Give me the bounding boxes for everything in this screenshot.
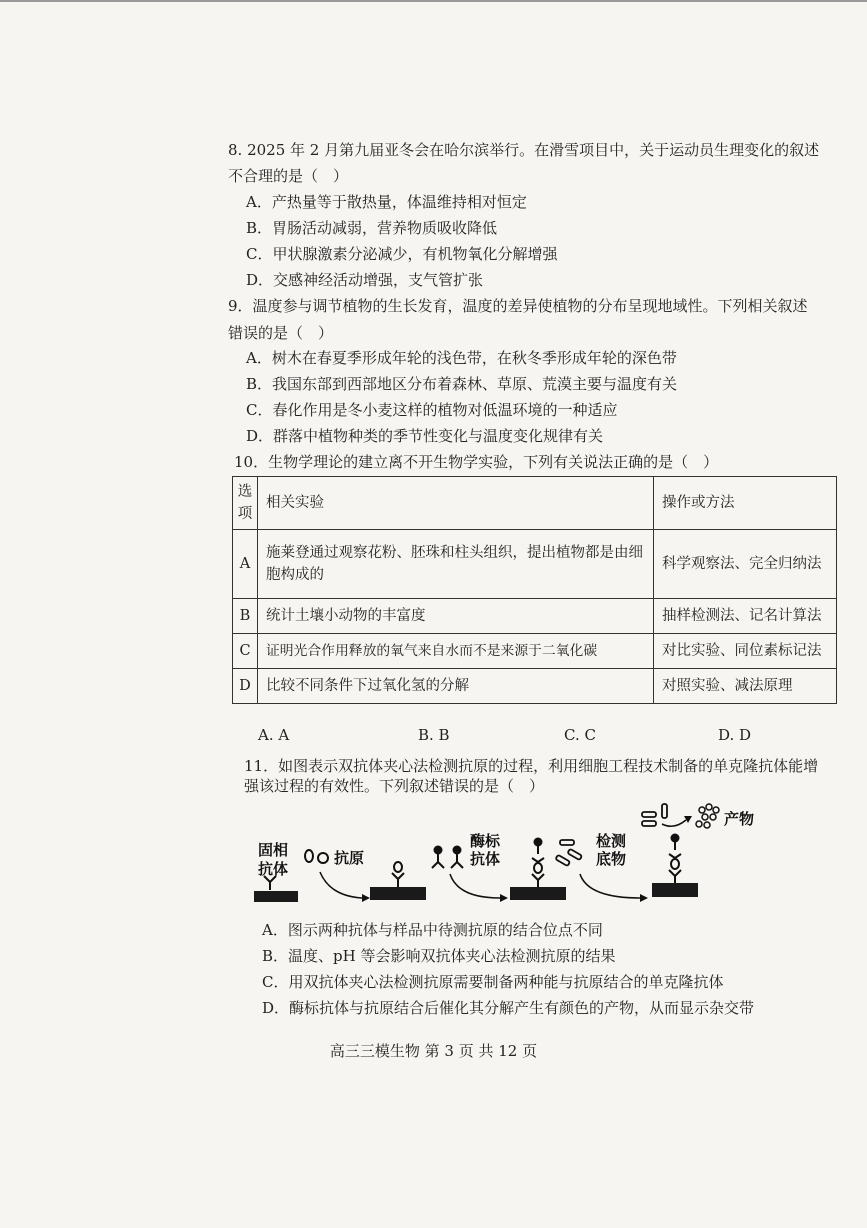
plate-1 bbox=[254, 891, 298, 902]
row-a-option: A bbox=[233, 530, 258, 599]
q10-choice-a: A. A bbox=[258, 726, 290, 744]
q9-option-c: C．春化作用是冬小麦这样的植物对低温环境的一种适应 bbox=[246, 401, 618, 419]
q11-option-c: C．用双抗体夹心法检测抗原需要制备两种能与抗原结合的单克隆抗体 bbox=[262, 973, 724, 991]
header-experiment: 相关实验 bbox=[258, 477, 654, 530]
row-b-option: B bbox=[233, 599, 258, 634]
q9-stem-line-2: 错误的是（ ） bbox=[228, 324, 334, 342]
label-enzyme-antibody-1: 酶标 bbox=[470, 832, 501, 850]
q8-option-d: D．交感神经活动增强，支气管扩张 bbox=[246, 271, 484, 289]
table-row bbox=[233, 599, 837, 634]
plate-4 bbox=[652, 883, 698, 897]
table-row bbox=[233, 669, 837, 704]
q11-stem-line-1: 11．如图表示双抗体夹心法检测抗原的过程，利用细胞工程技术制备的单克隆抗体能增 bbox=[244, 757, 819, 775]
arrow-3 bbox=[580, 874, 640, 898]
q10-choice-d: D. D bbox=[718, 726, 752, 744]
q10-choice-c: C. C bbox=[564, 726, 596, 744]
q11-option-a: A．图示两种抗体与样品中待测抗原的结合位点不同 bbox=[262, 921, 603, 939]
enzyme-dot-2 bbox=[671, 834, 680, 843]
plate-3 bbox=[510, 887, 566, 900]
q8-stem-line-2: 不合理的是（ ） bbox=[228, 167, 349, 185]
header-option: 选项 bbox=[233, 477, 258, 530]
table-row bbox=[233, 634, 837, 669]
label-solid-antibody-1: 固相 bbox=[258, 841, 289, 859]
enzyme-dot-1 bbox=[534, 838, 543, 847]
plate-2 bbox=[370, 887, 426, 900]
q9-option-a: A．树木在春夏季形成年轮的浅色带，在秋冬季形成年轮的深色带 bbox=[246, 349, 677, 367]
arrow-1-head bbox=[362, 894, 370, 902]
substrate-icon bbox=[555, 840, 582, 866]
q8-stem-line-1: 8. 2025 年 2 月第九届亚冬会在哈尔滨举行。在滑雪项目中，关于运动员生理变化的叙述 bbox=[228, 141, 820, 159]
table-row bbox=[233, 530, 837, 599]
q10-table bbox=[232, 476, 837, 704]
row-d-method: 对照实验、减法原理 bbox=[654, 669, 837, 704]
arrow-4 bbox=[662, 820, 686, 826]
bound-antigen-icon bbox=[392, 862, 404, 887]
arrow-3-head bbox=[640, 894, 648, 902]
final-complex-icon bbox=[669, 840, 681, 883]
enzyme-antibody-icon bbox=[432, 846, 463, 869]
header-method: 操作或方法 bbox=[654, 477, 837, 530]
elisa-svg bbox=[250, 800, 770, 912]
arrow-1 bbox=[320, 872, 362, 898]
q8-option-a: A．产热量等于散热量，体温维持相对恒定 bbox=[246, 193, 527, 211]
label-antigen: 抗原 bbox=[334, 849, 365, 867]
arrow-2 bbox=[450, 874, 500, 898]
product-icon bbox=[696, 804, 719, 828]
table-header-row bbox=[233, 477, 837, 530]
antigen-icon bbox=[305, 850, 328, 863]
arrow-2-head bbox=[500, 894, 508, 902]
row-c-option: C bbox=[233, 634, 258, 669]
page-footer: 高三三模生物 第 3 页 共 12 页 bbox=[329, 1042, 538, 1060]
row-d-option: D bbox=[233, 669, 258, 704]
row-a-experiment: 施莱登通过观察花粉、胚珠和柱头组织，提出植物都是由细胞构成的 bbox=[258, 530, 654, 599]
q11-option-d: D．酶标抗体与抗原结合后催化其分解产生有颜色的产物，从而显示杂交带 bbox=[262, 999, 755, 1017]
label-product: 产物 bbox=[724, 810, 755, 828]
q8-option-b: B．胃肠活动减弱，营养物质吸收降低 bbox=[246, 219, 498, 237]
label-substrate-1: 检测 bbox=[596, 832, 627, 850]
label-solid-antibody-2: 抗体 bbox=[258, 860, 289, 878]
q10-choices bbox=[258, 726, 778, 746]
q9-option-d: D．群落中植物种类的季节性变化与温度变化规律有关 bbox=[246, 427, 604, 445]
label-substrate-2: 底物 bbox=[596, 850, 627, 868]
q11-option-b: B．温度、pH 等会影响双抗体夹心法检测抗原的结果 bbox=[262, 947, 616, 965]
label-enzyme-antibody-2: 抗体 bbox=[470, 850, 501, 868]
arrow-4-head bbox=[684, 816, 692, 823]
row-b-method: 抽样检测法、记名计算法 bbox=[654, 599, 837, 634]
q9-stem-line-1: 9．温度参与调节植物的生长发育，温度的差异使植物的分布呈现地域性。下列相关叙述 bbox=[228, 297, 808, 315]
q8-option-c: C．甲状腺激素分泌减少，有机物氧化分解增强 bbox=[246, 245, 558, 263]
substrate-near-icon bbox=[642, 804, 667, 826]
q10-stem: 10．生物学理论的建立离不开生物学实验，下列有关说法正确的是（ ） bbox=[234, 453, 719, 471]
row-b-experiment: 统计土壤小动物的丰富度 bbox=[258, 599, 654, 634]
solid-antibody-icon bbox=[264, 876, 276, 890]
row-c-experiment: 证明光合作用释放的氧气来自水而不是来源于二氧化碳 bbox=[258, 634, 654, 669]
q10-choice-b: B. B bbox=[418, 726, 450, 744]
row-c-method: 对比实验、同位素标记法 bbox=[654, 634, 837, 669]
row-d-experiment: 比较不同条件下过氧化氢的分解 bbox=[258, 669, 654, 704]
q11-stem-line-2: 强该过程的有效性。下列叙述错误的是（ ） bbox=[244, 777, 545, 795]
row-a-method: 科学观察法、完全归纳法 bbox=[654, 530, 837, 599]
sandwich-elisa-diagram bbox=[250, 800, 770, 912]
sandwich-complex-icon bbox=[532, 844, 544, 887]
q9-option-b: B．我国东部到西部地区分布着森林、草原、荒漠主要与温度有关 bbox=[246, 375, 678, 393]
page-top-edge bbox=[0, 0, 867, 2]
